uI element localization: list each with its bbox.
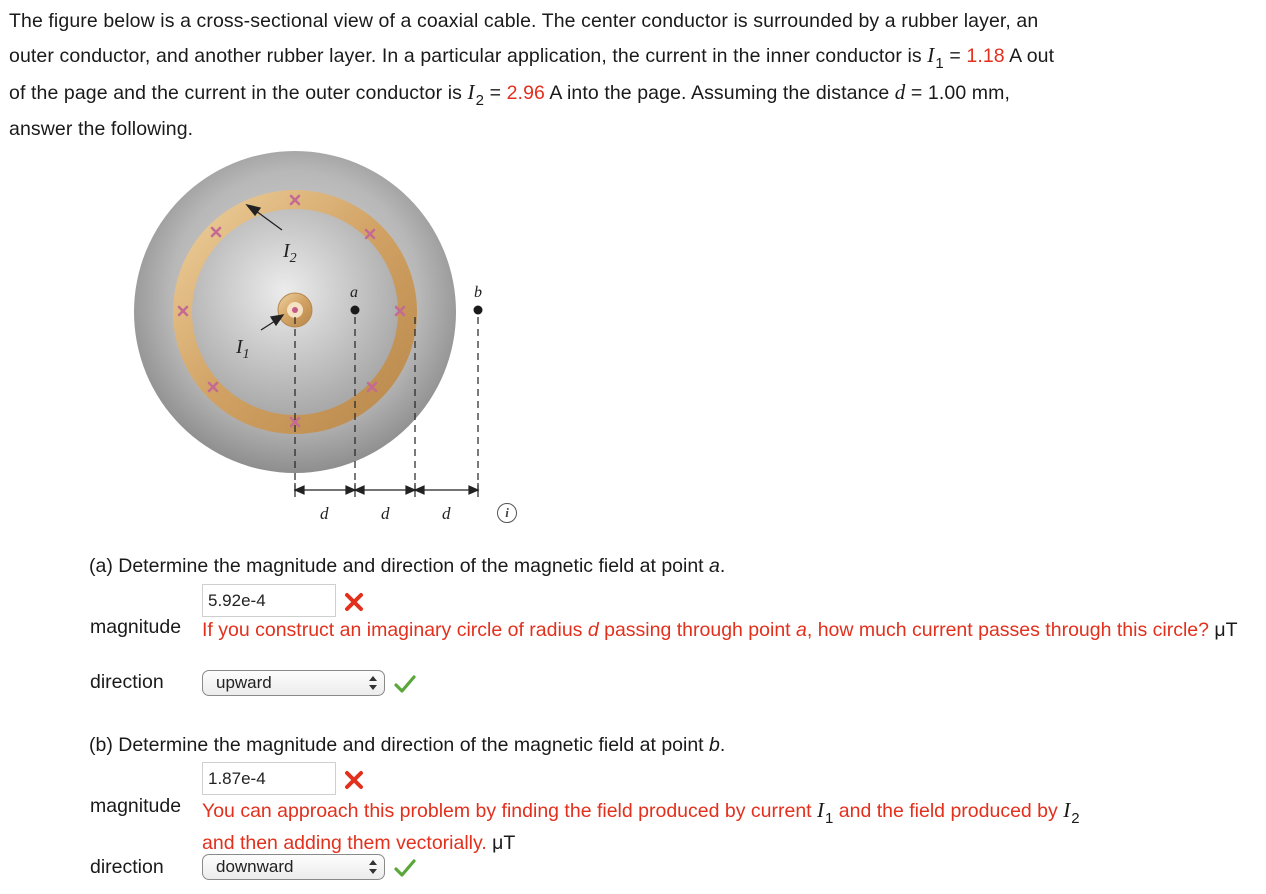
part-a-unit: μT xyxy=(1208,619,1238,641)
label-d-1: d xyxy=(320,504,329,523)
part-b-direction-label: direction xyxy=(90,856,164,878)
label-b: b xyxy=(474,284,482,301)
intro-text-4: answer the following. xyxy=(9,118,194,140)
intro-text-3c: = 1.00 mm, xyxy=(905,82,1011,104)
intro-text-3a: of the page and the current in the outer conductor is xyxy=(9,82,468,104)
intro-line-1 xyxy=(9,4,1259,38)
I2-value: 2.96 xyxy=(506,82,545,104)
center-dot xyxy=(292,307,298,313)
info-icon[interactable]: i xyxy=(497,503,517,523)
updown-arrows-icon xyxy=(368,858,378,876)
equals-1: = xyxy=(943,45,967,67)
part-a-direction-label: direction xyxy=(90,671,164,693)
part-b-title-var: b xyxy=(709,734,720,756)
label-I1: $I_1$ xyxy=(236,336,250,362)
part-a-hint-var-a: a xyxy=(796,619,807,641)
intro-text-1: The figure below is a cross-sectional view of a coaxial cable. The center conductor is surrounded by a rubber layer, an xyxy=(9,10,1039,32)
intro-text-2b: A out xyxy=(1004,45,1055,67)
label-d-3: d xyxy=(442,504,451,523)
check-mark-icon xyxy=(393,858,417,878)
part-b-direction-value: downward xyxy=(216,857,294,876)
equals-2: = xyxy=(484,82,507,104)
part-a-hint-text-1: If you construct an imaginary circle of radius xyxy=(202,619,588,641)
var-I1: I xyxy=(927,43,935,67)
label-a: a xyxy=(350,284,358,301)
part-b-unit: μT xyxy=(486,832,516,854)
check-mark-icon xyxy=(393,674,417,694)
part-a-title-end: . xyxy=(719,555,726,577)
intro-line-3 xyxy=(9,75,1259,112)
dimension-arrows xyxy=(295,483,478,497)
part-a-hint-var-d: d xyxy=(587,619,599,641)
part-b-title-end: . xyxy=(719,734,726,756)
label-I2: $I_2$ xyxy=(283,240,297,266)
x-mark-icon xyxy=(344,592,364,612)
part-b-magnitude-input[interactable]: 1.87e-4 xyxy=(202,762,336,795)
intro-line-4 xyxy=(9,112,1259,146)
part-a-magnitude-label: magnitude xyxy=(90,616,182,638)
intro-text-2a: outer conductor, and another rubber layer. In a particular application, the current in the inner conductor is xyxy=(9,45,928,67)
part-b-hint-var-I1: I xyxy=(817,798,825,822)
part-b-hint-sub-1: 1 xyxy=(825,810,834,827)
part-b-hint-text-3: and then adding them vectorially. xyxy=(202,832,487,854)
part-a-direction-select[interactable] xyxy=(202,670,385,696)
point-b xyxy=(474,306,483,315)
I1-value: 1.18 xyxy=(966,45,1005,67)
part-b-hint xyxy=(202,795,1252,858)
part-a-title xyxy=(89,555,725,578)
part-a-magnitude-input[interactable]: 5.92e-4 xyxy=(202,584,336,617)
part-b-hint-var-I2: I xyxy=(1063,798,1071,822)
part-b-title xyxy=(89,734,725,757)
part-a-title-var: a xyxy=(709,555,720,577)
part-b-hint-text-1: You can approach this problem by finding the field produced by current xyxy=(202,800,818,822)
coaxial-cable-figure xyxy=(120,145,540,530)
part-b-magnitude-label: magnitude xyxy=(90,795,182,817)
intro-text-3b: A into the page. Assuming the distance xyxy=(544,82,895,104)
problem-statement xyxy=(9,4,1259,146)
label-d-2: d xyxy=(381,504,390,523)
part-b-title-text: (b) Determine the magnitude and direction of the magnetic field at point xyxy=(89,734,710,756)
point-a xyxy=(351,306,360,315)
part-a-title-text: (a) Determine the magnitude and direction of the magnetic field at point xyxy=(89,555,710,577)
var-d: d xyxy=(894,80,906,104)
part-b-hint-text-2: and the field produced by xyxy=(833,800,1064,822)
part-a-direction-value: upward xyxy=(216,673,272,692)
intro-line-2 xyxy=(9,38,1259,75)
part-a-hint xyxy=(202,618,1252,642)
part-a-hint-text-2: passing through point xyxy=(598,619,797,641)
x-mark-icon xyxy=(344,770,364,790)
part-b-direction-select[interactable] xyxy=(202,854,385,880)
part-b-hint-sub-2: 2 xyxy=(1071,810,1080,827)
updown-arrows-icon xyxy=(368,674,378,692)
var-I2: I xyxy=(467,80,475,104)
sub-2: 2 xyxy=(475,92,485,109)
sub-1: 1 xyxy=(935,55,944,72)
part-a-hint-text-3: , how much current passes through this circle? xyxy=(806,619,1209,641)
